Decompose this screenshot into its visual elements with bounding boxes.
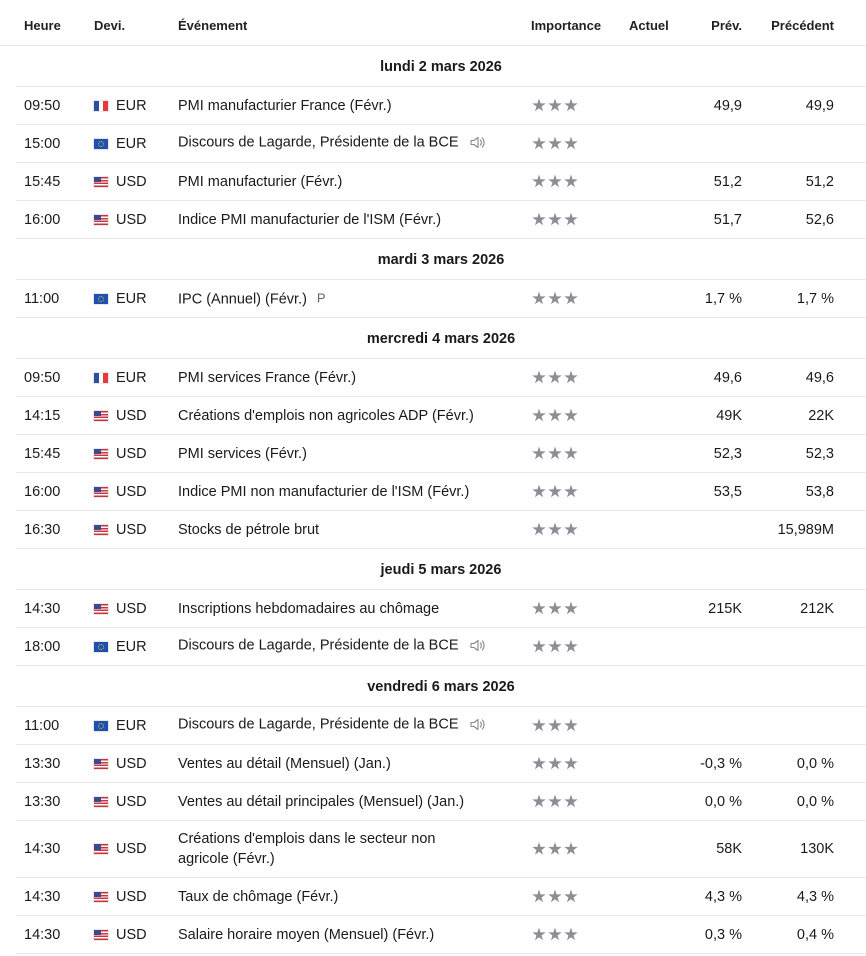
event-name-cell[interactable] [178,368,488,388]
importance-stars [532,447,580,461]
star-icon [532,928,546,942]
event-forecast: 49K [716,407,742,424]
event-time: 09:50 [24,369,61,386]
table-header [0,0,866,46]
event-previous: 22K [808,407,834,424]
event-previous: 0,0 % [796,755,834,772]
event-currency: USD [116,888,147,905]
event-name-cell[interactable] [178,210,488,230]
event-forecast: 51,7 [713,211,742,228]
us-flag-icon [94,797,108,807]
event-time: 16:30 [24,521,61,538]
event-currency: EUR [116,717,147,734]
calendar-body [0,46,866,954]
star-icon [548,409,562,423]
event-name-cell[interactable] [178,406,488,426]
event-time: 13:30 [24,755,61,772]
event-name[interactable]: Indice PMI manufacturier de l'ISM (Févr.) [178,211,442,228]
star-icon [564,928,578,942]
importance-stars [532,409,580,423]
event-name[interactable]: Inscriptions hebdomadaires au chômage [178,600,440,617]
event-previous: 1,7 % [796,290,834,307]
day-header: jeudi 5 mars 2026 [16,549,866,590]
event-name[interactable]: Discours de Lagarde, Présidente de la BCE [178,637,459,653]
event-time: 11:00 [24,290,60,307]
star-icon [532,485,546,499]
event-row[interactable] [16,878,866,916]
importance-stars [532,842,580,856]
event-name[interactable]: Stocks de pétrole brut [178,521,320,538]
star-icon [548,640,562,654]
event-name-cell[interactable] [178,635,488,658]
event-name[interactable]: Créations d'emplois dans le secteur non agricole (Févr.) [178,831,436,867]
star-icon [532,213,546,227]
event-row[interactable] [16,125,866,163]
importance-stars [532,99,580,113]
event-name[interactable]: Indice PMI non manufacturier de l'ISM (Févr.) [178,483,470,500]
event-time: 14:30 [24,888,61,905]
us-flag-icon [94,930,108,940]
event-previous: 4,3 % [796,888,834,905]
star-icon [532,640,546,654]
event-time: 14:30 [24,841,61,857]
star-icon [564,602,578,616]
star-icon [564,447,578,461]
star-icon [564,292,578,306]
event-name[interactable]: PMI services (Févr.) [178,445,307,462]
star-icon [548,485,562,499]
event-previous: 51,2 [805,173,834,190]
event-name[interactable]: Discours de Lagarde, Présidente de la BCE [178,716,459,732]
event-previous: 212K [800,600,834,617]
event-row[interactable] [16,707,866,745]
star-icon [548,928,562,942]
event-forecast: 49,6 [713,369,742,386]
star-icon [564,371,578,385]
event-name-cell[interactable] [178,172,488,192]
event-name-cell[interactable] [178,444,488,464]
event-previous: 0,0 % [796,793,834,810]
event-name[interactable]: PMI manufacturier (Févr.) [178,173,343,190]
eu-flag-icon [94,294,108,304]
star-icon [564,640,578,654]
event-currency: USD [116,483,147,500]
eu-flag-icon [94,139,108,149]
preliminary-badge: P [316,290,326,305]
event-currency: USD [116,173,147,190]
speaker-icon [470,135,486,155]
importance-stars [532,928,580,942]
star-icon [564,409,578,423]
event-row[interactable] [16,473,866,511]
star-icon [532,175,546,189]
event-currency: USD [116,211,147,228]
star-icon [548,602,562,616]
star-icon [532,523,546,537]
importance-stars [532,523,580,537]
event-previous: 15,989M [777,521,834,538]
star-icon [532,447,546,461]
event-row[interactable] [16,590,866,628]
star-icon [564,890,578,904]
star-icon [564,137,578,151]
event-name[interactable]: Ventes au détail principales (Mensuel) (Jan.) [178,793,465,810]
star-icon [532,890,546,904]
event-row[interactable] [16,201,866,239]
event-forecast: 0,0 % [704,793,742,810]
star-icon [548,795,562,809]
event-time: 11:00 [24,717,60,734]
star-icon [548,890,562,904]
header-actual[interactable]: Actuel [629,18,669,33]
importance-stars [532,640,580,654]
star-icon [564,523,578,537]
event-name[interactable]: Taux de chômage (Févr.) [178,888,339,905]
event-row[interactable] [16,821,866,878]
importance-stars [532,890,580,904]
event-time: 13:30 [24,793,61,810]
event-time: 15:45 [24,173,61,190]
star-icon [532,99,546,113]
us-flag-icon [94,411,108,421]
event-currency: EUR [116,369,147,386]
event-time: 14:30 [24,926,61,943]
star-icon [532,292,546,306]
day-header: lundi 2 mars 2026 [16,46,866,87]
header-currency[interactable]: Devi. [94,18,126,33]
importance-stars [532,719,580,733]
event-previous: 130K [800,841,834,857]
event-currency: USD [116,600,147,617]
event-name-cell[interactable] [178,829,488,869]
star-icon [564,485,578,499]
event-name-cell[interactable] [178,599,488,619]
event-forecast: 49,9 [713,97,742,114]
event-name-cell[interactable] [178,288,488,309]
event-forecast: 58K [716,841,742,857]
event-row[interactable] [16,397,866,435]
star-icon [548,757,562,771]
header-previous[interactable]: Précédent [771,18,834,33]
star-icon [532,137,546,151]
us-flag-icon [94,525,108,535]
event-row[interactable] [16,916,866,954]
importance-stars [532,371,580,385]
event-time: 09:50 [24,97,61,114]
star-icon [548,292,562,306]
event-currency: USD [116,521,147,538]
event-forecast: 53,5 [713,483,742,500]
event-currency: USD [116,926,147,943]
event-currency: USD [116,793,147,810]
star-icon [548,719,562,733]
france-flag-icon [94,101,108,111]
star-icon [548,371,562,385]
event-name-cell[interactable] [178,925,488,945]
event-currency: USD [116,407,147,424]
event-forecast: 51,2 [713,173,742,190]
day-header: mardi 3 mars 2026 [16,239,866,280]
event-name-cell[interactable] [178,792,488,812]
importance-stars [532,795,580,809]
event-row[interactable] [16,628,866,666]
star-icon [564,175,578,189]
day-header: vendredi 6 mars 2026 [16,666,866,707]
event-name-cell[interactable] [178,520,488,540]
star-icon [532,371,546,385]
eu-flag-icon [94,721,108,731]
event-currency: USD [116,755,147,772]
event-forecast: 1,7 % [704,290,742,307]
event-previous: 49,6 [805,369,834,386]
star-icon [532,719,546,733]
star-icon [548,447,562,461]
star-icon [564,99,578,113]
importance-stars [532,175,580,189]
us-flag-icon [94,177,108,187]
event-row[interactable] [16,783,866,821]
event-currency: EUR [116,290,147,307]
event-forecast: 0,3 % [704,926,742,943]
star-icon [532,842,546,856]
event-name[interactable]: Salaire horaire moyen (Mensuel) (Févr.) [178,926,435,943]
star-icon [548,99,562,113]
event-name[interactable]: Ventes au détail (Mensuel) (Jan.) [178,755,391,772]
event-time: 14:30 [24,600,61,617]
event-name-cell[interactable] [178,887,488,907]
star-icon [532,409,546,423]
speaker-icon [470,638,486,658]
star-icon [548,213,562,227]
star-icon [564,795,578,809]
event-previous: 0,4 % [796,926,834,943]
importance-stars [532,292,580,306]
event-name[interactable]: PMI services France (Févr.) [178,369,357,386]
event-name-cell[interactable] [178,482,488,502]
france-flag-icon [94,373,108,383]
star-icon [564,719,578,733]
event-name[interactable]: Discours de Lagarde, Présidente de la BCE [178,134,459,150]
star-icon [532,602,546,616]
event-forecast: 215K [708,600,742,617]
event-previous: 52,3 [805,445,834,462]
header-time[interactable]: Heure [24,18,61,33]
event-currency: USD [116,841,147,857]
event-previous: 53,8 [805,483,834,500]
us-flag-icon [94,449,108,459]
us-flag-icon [94,759,108,769]
importance-stars [532,485,580,499]
event-name-cell[interactable] [178,96,488,116]
star-icon [532,757,546,771]
event-row[interactable] [16,435,866,473]
star-icon [564,842,578,856]
event-row[interactable] [16,359,866,397]
event-row[interactable] [16,745,866,783]
event-name-cell[interactable] [178,754,488,774]
us-flag-icon [94,892,108,902]
event-time: 16:00 [24,483,61,500]
importance-stars [532,137,580,151]
event-row[interactable] [16,511,866,549]
importance-stars [532,757,580,771]
importance-stars [532,602,580,616]
event-row[interactable] [16,87,866,125]
star-icon [564,213,578,227]
event-time: 16:00 [24,211,61,228]
star-icon [548,842,562,856]
event-name[interactable]: PMI manufacturier France (Févr.) [178,97,392,114]
event-row[interactable] [16,280,866,318]
event-time: 15:45 [24,445,61,462]
star-icon [532,795,546,809]
day-header: mercredi 4 mars 2026 [16,318,866,359]
star-icon [548,175,562,189]
event-row[interactable] [16,163,866,201]
header-event[interactable]: Événement [178,18,248,33]
event-name[interactable]: IPC (Annuel) (Févr.) [178,291,307,307]
event-forecast: 52,3 [713,445,742,462]
star-icon [548,523,562,537]
event-time: 14:15 [24,407,61,424]
star-icon [564,757,578,771]
us-flag-icon [94,215,108,225]
event-previous: 49,9 [805,97,834,114]
eu-flag-icon [94,642,108,652]
star-icon [548,137,562,151]
event-time: 18:00 [24,638,61,655]
us-flag-icon [94,604,108,614]
event-name-cell[interactable] [178,714,488,737]
header-forecast[interactable]: Prév. [711,18,742,33]
event-currency: EUR [116,97,147,114]
speaker-icon [470,717,486,737]
event-forecast: 4,3 % [704,888,742,905]
us-flag-icon [94,487,108,497]
event-forecast: -0,3 % [700,755,742,772]
event-currency: USD [116,445,147,462]
header-importance[interactable]: Importance [531,18,602,33]
event-currency: EUR [116,638,147,655]
event-name[interactable]: Créations d'emplois non agricoles ADP (Févr.) [178,407,474,424]
us-flag-icon [94,844,108,854]
event-previous: 52,6 [805,211,834,228]
importance-stars [532,213,580,227]
event-name-cell[interactable] [178,132,488,155]
event-time: 15:00 [24,135,61,152]
event-currency: EUR [116,135,147,152]
